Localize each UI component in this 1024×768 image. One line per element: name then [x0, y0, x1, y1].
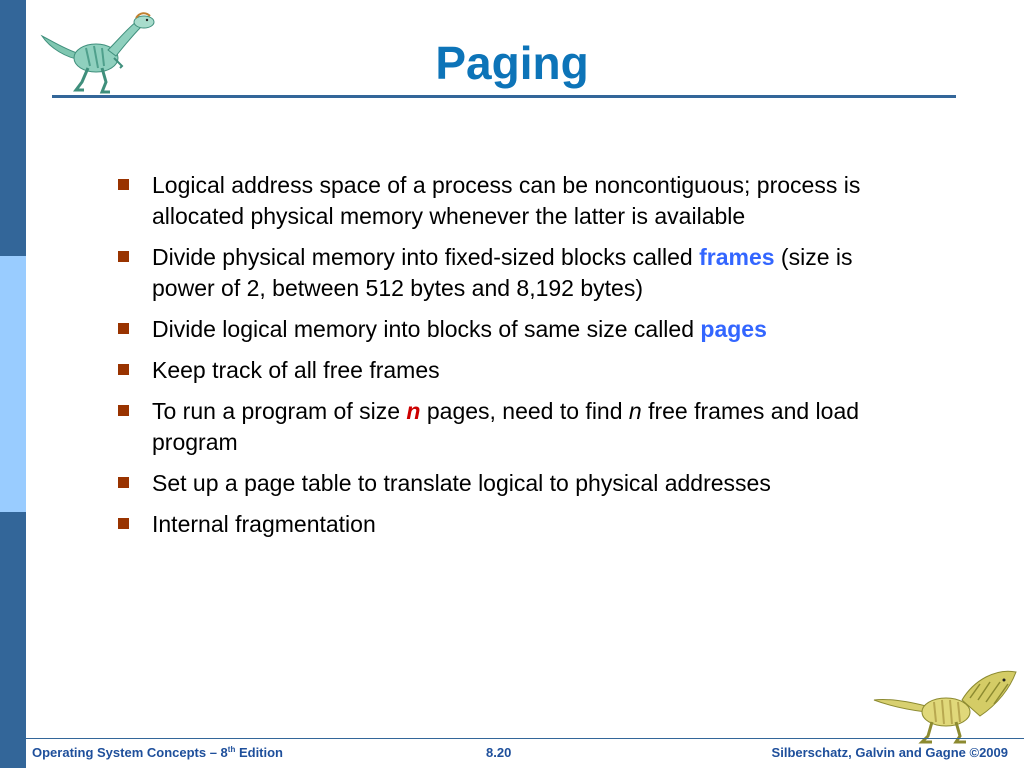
sidebar-band-middle: [0, 256, 26, 512]
bullet-marker-icon: [118, 251, 129, 262]
bullet-item: [114, 355, 874, 386]
bullet-marker-icon: [118, 323, 129, 334]
bullet-text: Set up a page table to translate logical to physical addresses: [152, 470, 771, 496]
footer-edition-suffix: Edition: [235, 745, 284, 760]
footer-divider: [26, 738, 1024, 739]
bullet-item: [114, 242, 874, 304]
bullet-marker-icon: [118, 477, 129, 488]
bullet-text: Internal fragmentation: [152, 511, 376, 537]
bullet-list: [114, 170, 874, 550]
bullet-item: [114, 314, 874, 345]
bullet-marker-icon: [118, 405, 129, 416]
keyword-term: frames: [699, 244, 775, 270]
bullet-item: [114, 509, 874, 540]
bullet-item: [114, 170, 874, 232]
bullet-text: To run a program of size: [152, 398, 407, 424]
footer-book-title: [32, 745, 283, 760]
sidebar-band-bottom: [0, 512, 26, 768]
bullet-text: free frames and load program: [152, 398, 860, 455]
bullet-text: (size is power of 2, between 512 bytes and 8,192 bytes): [152, 244, 853, 301]
footer-copyright: Silberschatz, Galvin and Gagne ©2009: [771, 745, 1008, 760]
bullet-text: Divide logical memory into blocks of same size called: [152, 316, 701, 342]
bullet-marker-icon: [118, 179, 129, 190]
footer-edition-superscript: th: [227, 745, 236, 754]
dinosaur-icon: [870, 660, 1020, 744]
bullet-item: [114, 396, 874, 458]
title-divider: [52, 95, 956, 98]
bullet-item: [114, 468, 874, 499]
slide-number: 8.20: [486, 745, 512, 760]
bullet-marker-icon: [118, 518, 129, 529]
bullet-text: Logical address space of a process can be noncontiguous; process is allocated physical memory whenever the latter is available: [152, 172, 861, 229]
footer-book-title-text: Operating System Concepts – 8: [32, 745, 228, 760]
variable-term: n: [406, 398, 421, 424]
bullet-text: pages, need to find: [420, 398, 629, 424]
bullet-text: Keep track of all free frames: [152, 357, 440, 383]
bullet-text: Divide physical memory into fixed-sized blocks called: [152, 244, 700, 270]
variable-term: n: [628, 398, 642, 424]
page-title: Paging: [435, 37, 589, 89]
bullet-marker-icon: [118, 364, 129, 375]
keyword-term: pages: [700, 316, 767, 342]
